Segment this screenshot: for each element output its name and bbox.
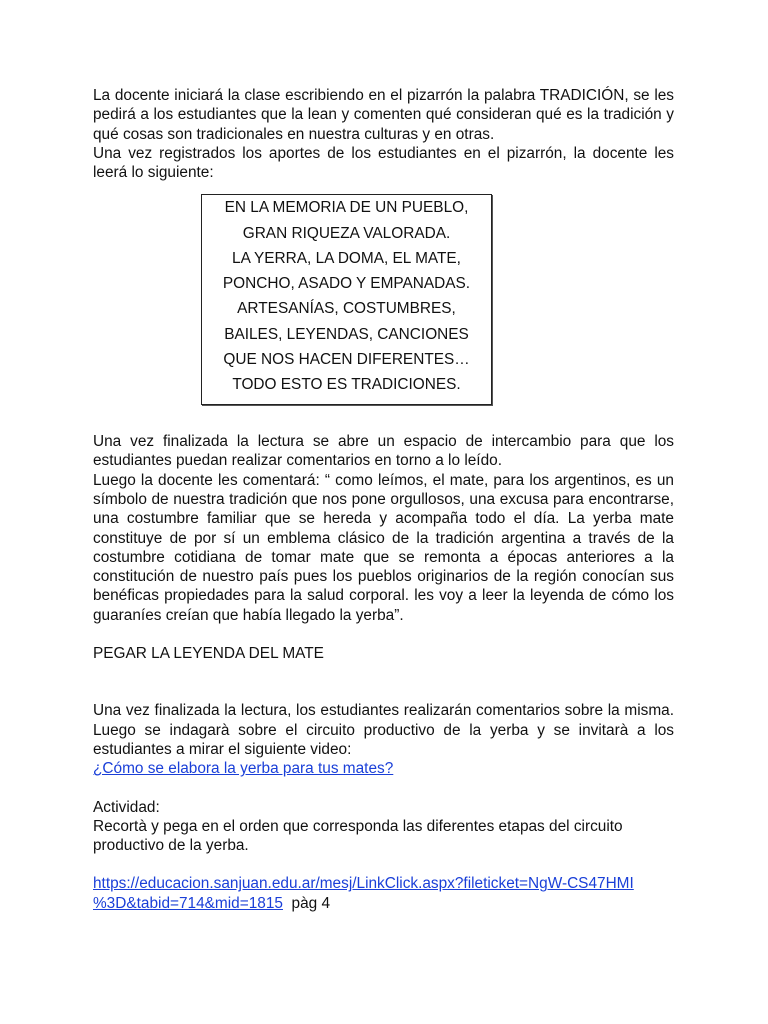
followup-paragraph: Una vez finalizada la lectura, los estudiantes realizarán comentarios sobre la misma. Luego se indagarà sobre el circuito productivo de la yerba y se invitarà a los estudiantes a mirar el siguiente video: — [93, 702, 674, 758]
intro-paragraph-2: Una vez registrados los aportes de los estudiantes en el pizarrón, la docente les leerá lo siguiente: — [93, 144, 674, 182]
poem-line: QUE NOS HACEN DIFERENTES… — [223, 350, 470, 368]
video-link-line — [93, 759, 674, 778]
reference-link-continued[interactable]: %3D&tabid=714&mid=1815 — [93, 894, 283, 912]
instruction-heading: PEGAR LA LEYENDA DEL MATE — [93, 645, 324, 663]
poem-box — [201, 194, 492, 405]
poem-line: TODO ESTO ES TRADICIONES. — [232, 375, 461, 393]
poem-line: GRAN RIQUEZA VALORADA. — [242, 224, 451, 242]
activity-heading: Actividad: — [93, 798, 160, 816]
poem-line: BAILES, LEYENDAS, CANCIONES — [224, 325, 469, 343]
poem-line: ARTESANÍAS, COSTUMBRES, — [237, 300, 456, 318]
reference-url-line-2 — [93, 894, 674, 913]
discussion-paragraph-2: Luego la docente les comentará: “ como leímos, el mate, para los argentinos, es un símbolo de nuestra tradición que nos pone orgullosos, una excusa para encontrarse, una costumbre familiar que se hereda y acompaña todo el día. La yerba mate constituye de por sí un emblema clásico de la tradición argentina a través de la costumbre cotidiana de tomar mate que se remonta a épocas anteriores a la constitución de nuestro país pues los pueblos originarios de la región conocían sus benéficas propiedades para la salud corporal. les voy a leer la leyenda de cómo los guaraníes creían que había llegado la yerba”. — [93, 471, 674, 624]
document-page — [93, 86, 674, 913]
poem-line: EN LA MEMORIA DE UN PUEBLO, — [224, 199, 469, 217]
discussion-paragraph-1: Una vez finalizada la lectura se abre un espacio de intercambio para que los estudiantes puedan realizar comentarios en torno a lo leído. — [93, 433, 674, 470]
intro-paragraph-1: La docente iniciará la clase escribiendo en el pizarrón la palabra TRADICIÓN, se les pedirá a los estudiantes que la lean y comenten qué consideran qué es la tradición y qué cosas son tradicionales en nuestra culturas y en otras. — [93, 87, 674, 143]
reference-url-line-1 — [93, 874, 674, 893]
poem-line: LA YERRA, LA DOMA, EL MATE, — [232, 249, 461, 267]
page-note: pàg 4 — [291, 894, 331, 912]
video-link[interactable]: ¿Cómo se elabora la yerba para tus mates? — [93, 760, 394, 778]
poem-line: PONCHO, ASADO Y EMPANADAS. — [222, 275, 471, 293]
activity-text: Recortà y pega en el orden que corresponda las diferentes etapas del circuito productivo de la yerba. — [93, 817, 623, 855]
reference-link[interactable]: https://educacion.sanjuan.edu.ar/mesj/LinkClick.aspx?fileticket=NgW-CS47HMI — [93, 875, 634, 893]
